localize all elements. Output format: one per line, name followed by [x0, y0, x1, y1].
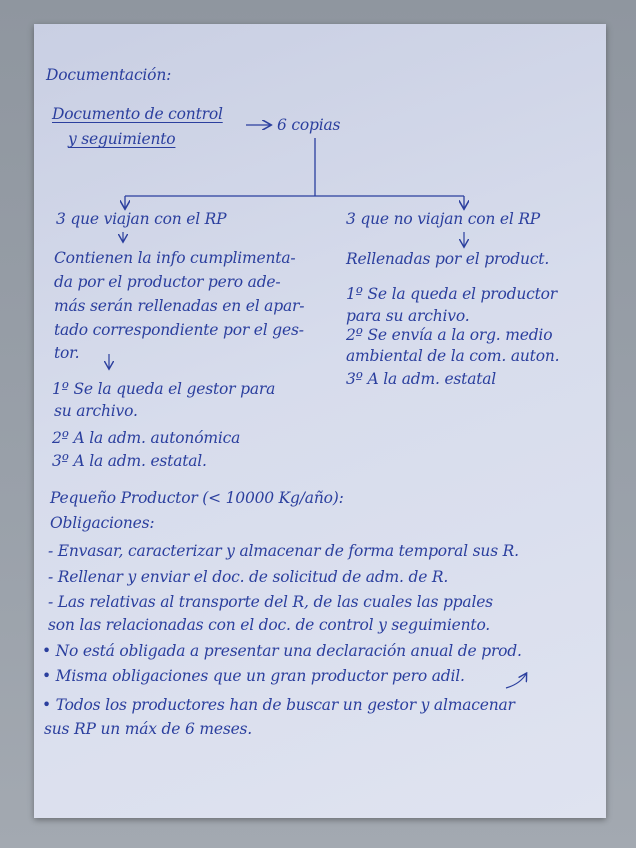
left-text-line: más serán rellenadas en el apar- — [54, 297, 305, 315]
note-bullet: sus RP un máx de 6 meses. — [44, 720, 253, 738]
left-list-item: 3º A la adm. estatal. — [52, 452, 207, 470]
right-list-item: ambiental de la com. auton. — [346, 347, 560, 365]
left-list-item: su archivo. — [54, 402, 138, 420]
left-text-line: tor. — [54, 344, 80, 362]
note-bullet: • Misma obligaciones que un gran productor pero adil. — [42, 667, 465, 685]
obligations-label: Obligaciones: — [50, 514, 155, 532]
left-text-line: tado correspondiente por el ges- — [54, 321, 304, 339]
heading-documentacion: Documentación: — [46, 66, 172, 84]
right-column-head: 3 que no viajan con el RP — [346, 210, 541, 228]
paper-sheet — [34, 24, 606, 818]
note-bullet: • Todos los productores han de buscar un gestor y almacenar — [42, 696, 515, 714]
copies-label: 6 copias — [277, 116, 341, 134]
right-text-line: Rellenadas por el product. — [346, 250, 550, 268]
curved-arrow-icon — [506, 674, 526, 688]
doc-title-line-1: Documento de control — [52, 105, 223, 123]
left-list-item: 1º Se la queda el gestor para — [52, 380, 276, 398]
small-producer-title: Pequeño Productor (< 10000 Kg/año): — [50, 489, 344, 507]
right-list-item: 2º Se envía a la org. medio — [346, 326, 553, 344]
doc-title-line-2: y seguimiento — [68, 130, 176, 148]
obligation-item: - Las relativas al transporte del R, de las cuales las ppales — [48, 593, 493, 611]
obligation-item: - Envasar, caracterizar y almacenar de forma temporal sus R. — [48, 542, 519, 560]
right-list-item: 1º Se la queda el productor — [346, 285, 557, 303]
right-list-item: para su archivo. — [346, 307, 470, 325]
obligation-item: - Rellenar y enviar el doc. de solicitud de adm. de R. — [48, 568, 449, 586]
obligation-item: son las relacionadas con el doc. de control y seguimiento. — [48, 616, 491, 634]
right-list-item: 3º A la adm. estatal — [346, 370, 497, 388]
note-bullet: • No está obligada a presentar una declaración anual de prod. — [42, 642, 522, 660]
left-list-item: 2º A la adm. autonómica — [52, 429, 241, 447]
left-column-head: 3 que viajan con el RP — [56, 210, 227, 228]
left-text-line: da por el productor pero ade- — [54, 273, 281, 291]
left-text-line: Contienen la info cumplimenta- — [54, 249, 296, 267]
